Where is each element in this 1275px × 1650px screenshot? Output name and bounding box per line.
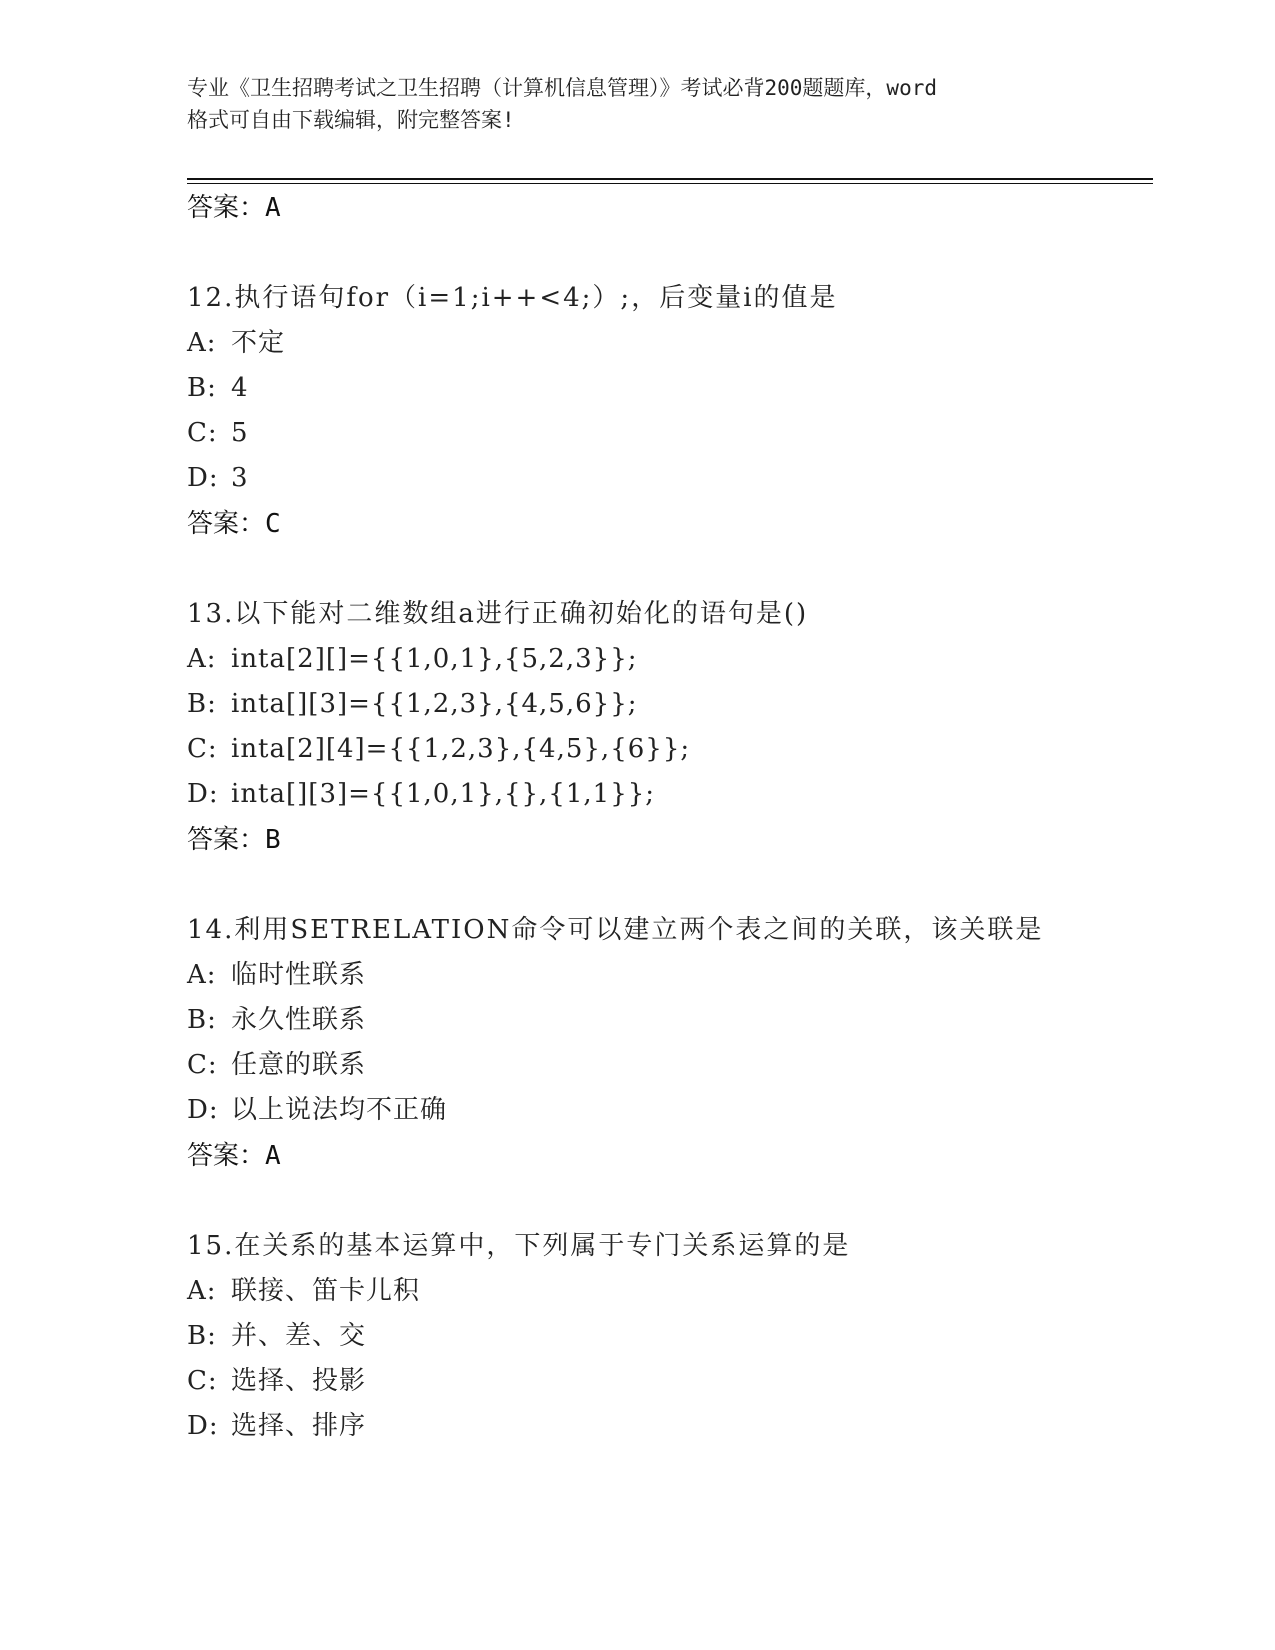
- header-divider-thick: [187, 178, 1153, 180]
- option-key: D:: [187, 1411, 219, 1441]
- option-text: 3: [231, 463, 249, 493]
- option-text: 任意的联系: [231, 1050, 367, 1080]
- option-a: [187, 1269, 850, 1314]
- option-key: B:: [187, 1321, 217, 1351]
- question-text: 12.执行语句for（i=1;i++<4;）;，后变量i的值是: [187, 283, 838, 313]
- header-line-1: 专业《卫生招聘考试之卫生招聘（计算机信息管理）》考试必背200题题库，word: [187, 76, 937, 100]
- option-a: [187, 321, 838, 366]
- option-c: [187, 411, 838, 456]
- answer-line: 答案：A: [187, 1141, 281, 1171]
- option-b: [187, 366, 838, 411]
- answer-line: 答案：A: [187, 193, 281, 223]
- question-block: [187, 908, 1043, 1133]
- option-key: B:: [187, 689, 217, 719]
- question-block: [187, 276, 838, 501]
- option-text: 临时性联系: [231, 960, 367, 990]
- option-key: A:: [187, 328, 217, 358]
- option-d: [187, 456, 838, 501]
- option-a: [187, 637, 808, 682]
- option-text: inta[2][]={{1,0,1},{5,2,3}};: [231, 644, 638, 674]
- option-key: D:: [187, 463, 219, 493]
- document-header: [187, 72, 1087, 136]
- option-text: inta[][3]={{1,2,3},{4,5,6}};: [231, 689, 638, 719]
- option-key: C:: [187, 418, 218, 448]
- option-key: A:: [187, 960, 217, 990]
- option-text: inta[2][4]={{1,2,3},{4,5},{6}};: [231, 734, 691, 764]
- option-text: 5: [231, 418, 249, 448]
- option-b: [187, 682, 808, 727]
- option-key: A:: [187, 644, 217, 674]
- option-text: 选择、投影: [231, 1366, 367, 1396]
- option-a: [187, 953, 1043, 998]
- option-key: C:: [187, 1366, 218, 1396]
- question-text: 15.在关系的基本运算中，下列属于专门关系运算的是: [187, 1231, 851, 1261]
- option-text: 并、差、交: [231, 1321, 367, 1351]
- question-text: 14.利用SETRELATION命令可以建立两个表之间的关联，该关联是: [187, 915, 1044, 945]
- option-c: [187, 727, 808, 772]
- option-b: [187, 998, 1043, 1043]
- answer-line: 答案：B: [187, 825, 281, 855]
- option-d: [187, 1404, 850, 1449]
- option-c: [187, 1043, 1043, 1088]
- option-key: B:: [187, 1005, 217, 1035]
- option-key: C:: [187, 734, 218, 764]
- option-c: [187, 1359, 850, 1404]
- option-b: [187, 1314, 850, 1359]
- option-d: [187, 772, 808, 817]
- question-text: 13.以下能对二维数组a进行正确初始化的语句是(): [187, 599, 809, 629]
- option-text: 以上说法均不正确: [231, 1095, 448, 1125]
- header-line-2: 格式可自由下载编辑，附完整答案!: [187, 108, 515, 132]
- option-d: [187, 1088, 1043, 1133]
- option-key: A:: [187, 1276, 217, 1306]
- option-text: 永久性联系: [231, 1005, 367, 1035]
- option-key: B:: [187, 373, 217, 403]
- option-key: D:: [187, 1095, 219, 1125]
- option-key: D:: [187, 779, 219, 809]
- answer-line: 答案：C: [187, 509, 281, 539]
- option-key: C:: [187, 1050, 218, 1080]
- option-text: 不定: [231, 328, 286, 358]
- option-text: 联接、笛卡儿积: [231, 1276, 421, 1306]
- question-block: [187, 592, 808, 817]
- option-text: 4: [231, 373, 249, 403]
- question-block: [187, 1224, 850, 1449]
- option-text: 选择、排序: [231, 1411, 367, 1441]
- header-divider-thin: [187, 183, 1153, 184]
- option-text: inta[][3]={{1,0,1},{},{1,1}};: [231, 779, 656, 809]
